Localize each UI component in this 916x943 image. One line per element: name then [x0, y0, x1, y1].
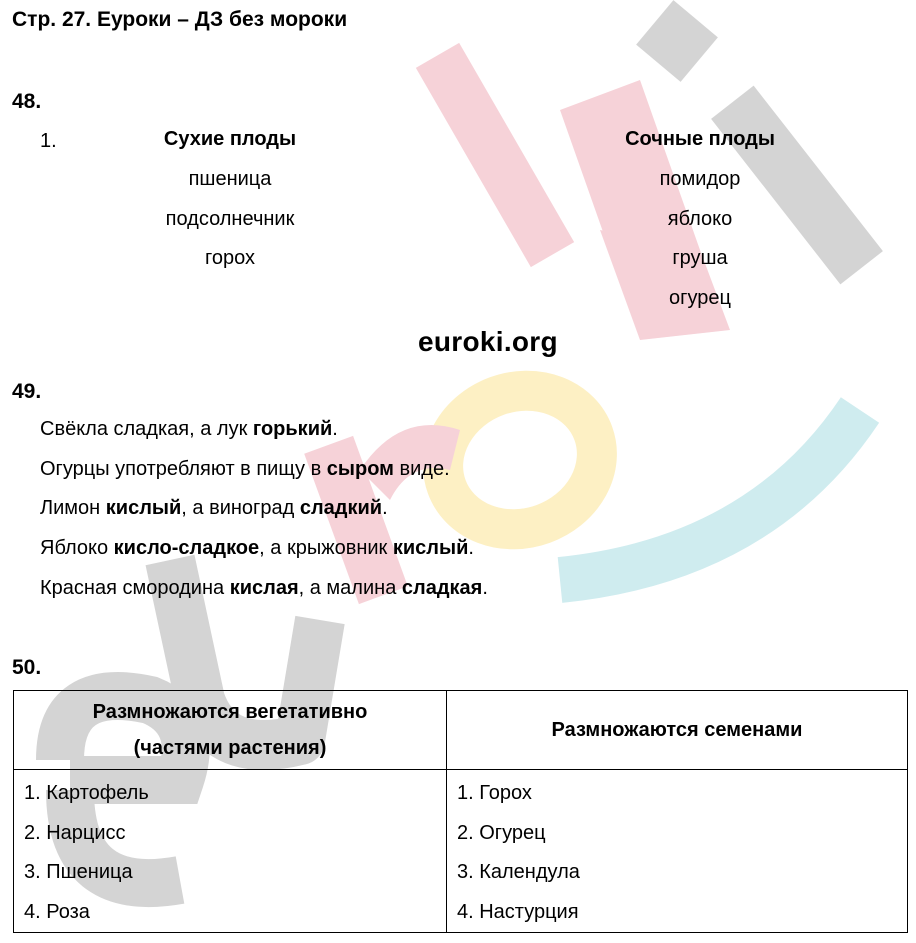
sentence-line [40, 577, 488, 617]
sentence-text: , а виноград [181, 497, 300, 520]
reproduction-table [13, 690, 908, 933]
task-48-number: 48. [12, 90, 42, 113]
sentence-answer: кислая [229, 576, 299, 599]
vegetative-header [14, 691, 447, 770]
dry-fruits-title: Сухие плоды [163, 128, 297, 150]
sentence-line [40, 497, 488, 537]
seed-item: 1. Горох [457, 782, 532, 804]
juicy-fruit-item: яблоко [667, 207, 733, 230]
dry-fruits-column [110, 128, 350, 287]
task-49-number: 49. [12, 380, 42, 403]
sentence-text: . [332, 418, 338, 440]
sentence-text: Лимон [40, 497, 106, 520]
page-title: Стр. 27. Еуроки – ДЗ без мороки [12, 8, 348, 31]
vegetative-item: 4. Роза [24, 900, 90, 923]
task-50-number: 50. [12, 656, 42, 679]
dry-fruit-item: горох [205, 247, 255, 269]
vegetative-item: 2. Нарцисс [24, 821, 126, 844]
sentence-answer: кислый [392, 537, 469, 560]
sentence-text: Свёкла сладкая, а лук [40, 418, 253, 440]
sentence-text: . [482, 576, 488, 599]
sentence-text: Яблоко [40, 537, 114, 560]
seeds-cell [447, 770, 908, 933]
vegetative-header-line1: Размножаются вегетативно [92, 701, 368, 723]
sentence-text: . [382, 497, 388, 520]
juicy-fruit-item: огурец [669, 286, 731, 309]
sentence-line [40, 537, 488, 577]
sentence-text: Красная смородина [40, 576, 230, 599]
seeds-header: Размножаются семенами [447, 691, 908, 770]
vegetative-cell [14, 770, 447, 933]
sentence-answer: сыром [326, 457, 394, 480]
sentence-answer: кислый [105, 497, 182, 520]
seed-item: 2. Огурец [457, 821, 546, 844]
sentence-text: виде. [393, 457, 450, 480]
juicy-fruits-column [580, 128, 820, 326]
juicy-fruits-title: Сочные плоды [625, 128, 775, 150]
task-49-sentences [40, 418, 488, 616]
sentence-answer: сладкий [299, 497, 383, 520]
dry-fruit-item: подсолнечник [165, 207, 295, 230]
sentence-text: , а малина [298, 576, 402, 599]
sentence-answer: сладкая [401, 576, 483, 599]
table-header-row [14, 691, 908, 770]
dry-fruit-item: пшеница [188, 168, 272, 190]
sentence-line [40, 418, 488, 458]
juicy-fruit-item: груша [672, 247, 728, 269]
table-row [14, 770, 908, 933]
sentence-answer: горький [252, 418, 333, 440]
vegetative-header-line2: (частями растения) [133, 737, 327, 759]
seed-item: 4. Настурция [457, 900, 579, 923]
juicy-fruit-item: помидор [659, 168, 741, 190]
seed-item: 3. Календула [457, 861, 580, 884]
site-watermark-text: euroki.org [418, 326, 558, 357]
vegetative-item: 3. Пшеница [24, 861, 133, 884]
sentence-line [40, 458, 488, 498]
sentence-answer: кисло-сладкое [113, 537, 260, 560]
sentence-text: , а крыжовник [259, 537, 393, 560]
task-48-item-number: 1. [40, 130, 57, 152]
sentence-text: Огурцы употребляют в пищу в [40, 457, 327, 480]
sentence-text: . [468, 537, 474, 560]
vegetative-item: 1. Картофель [24, 782, 149, 804]
